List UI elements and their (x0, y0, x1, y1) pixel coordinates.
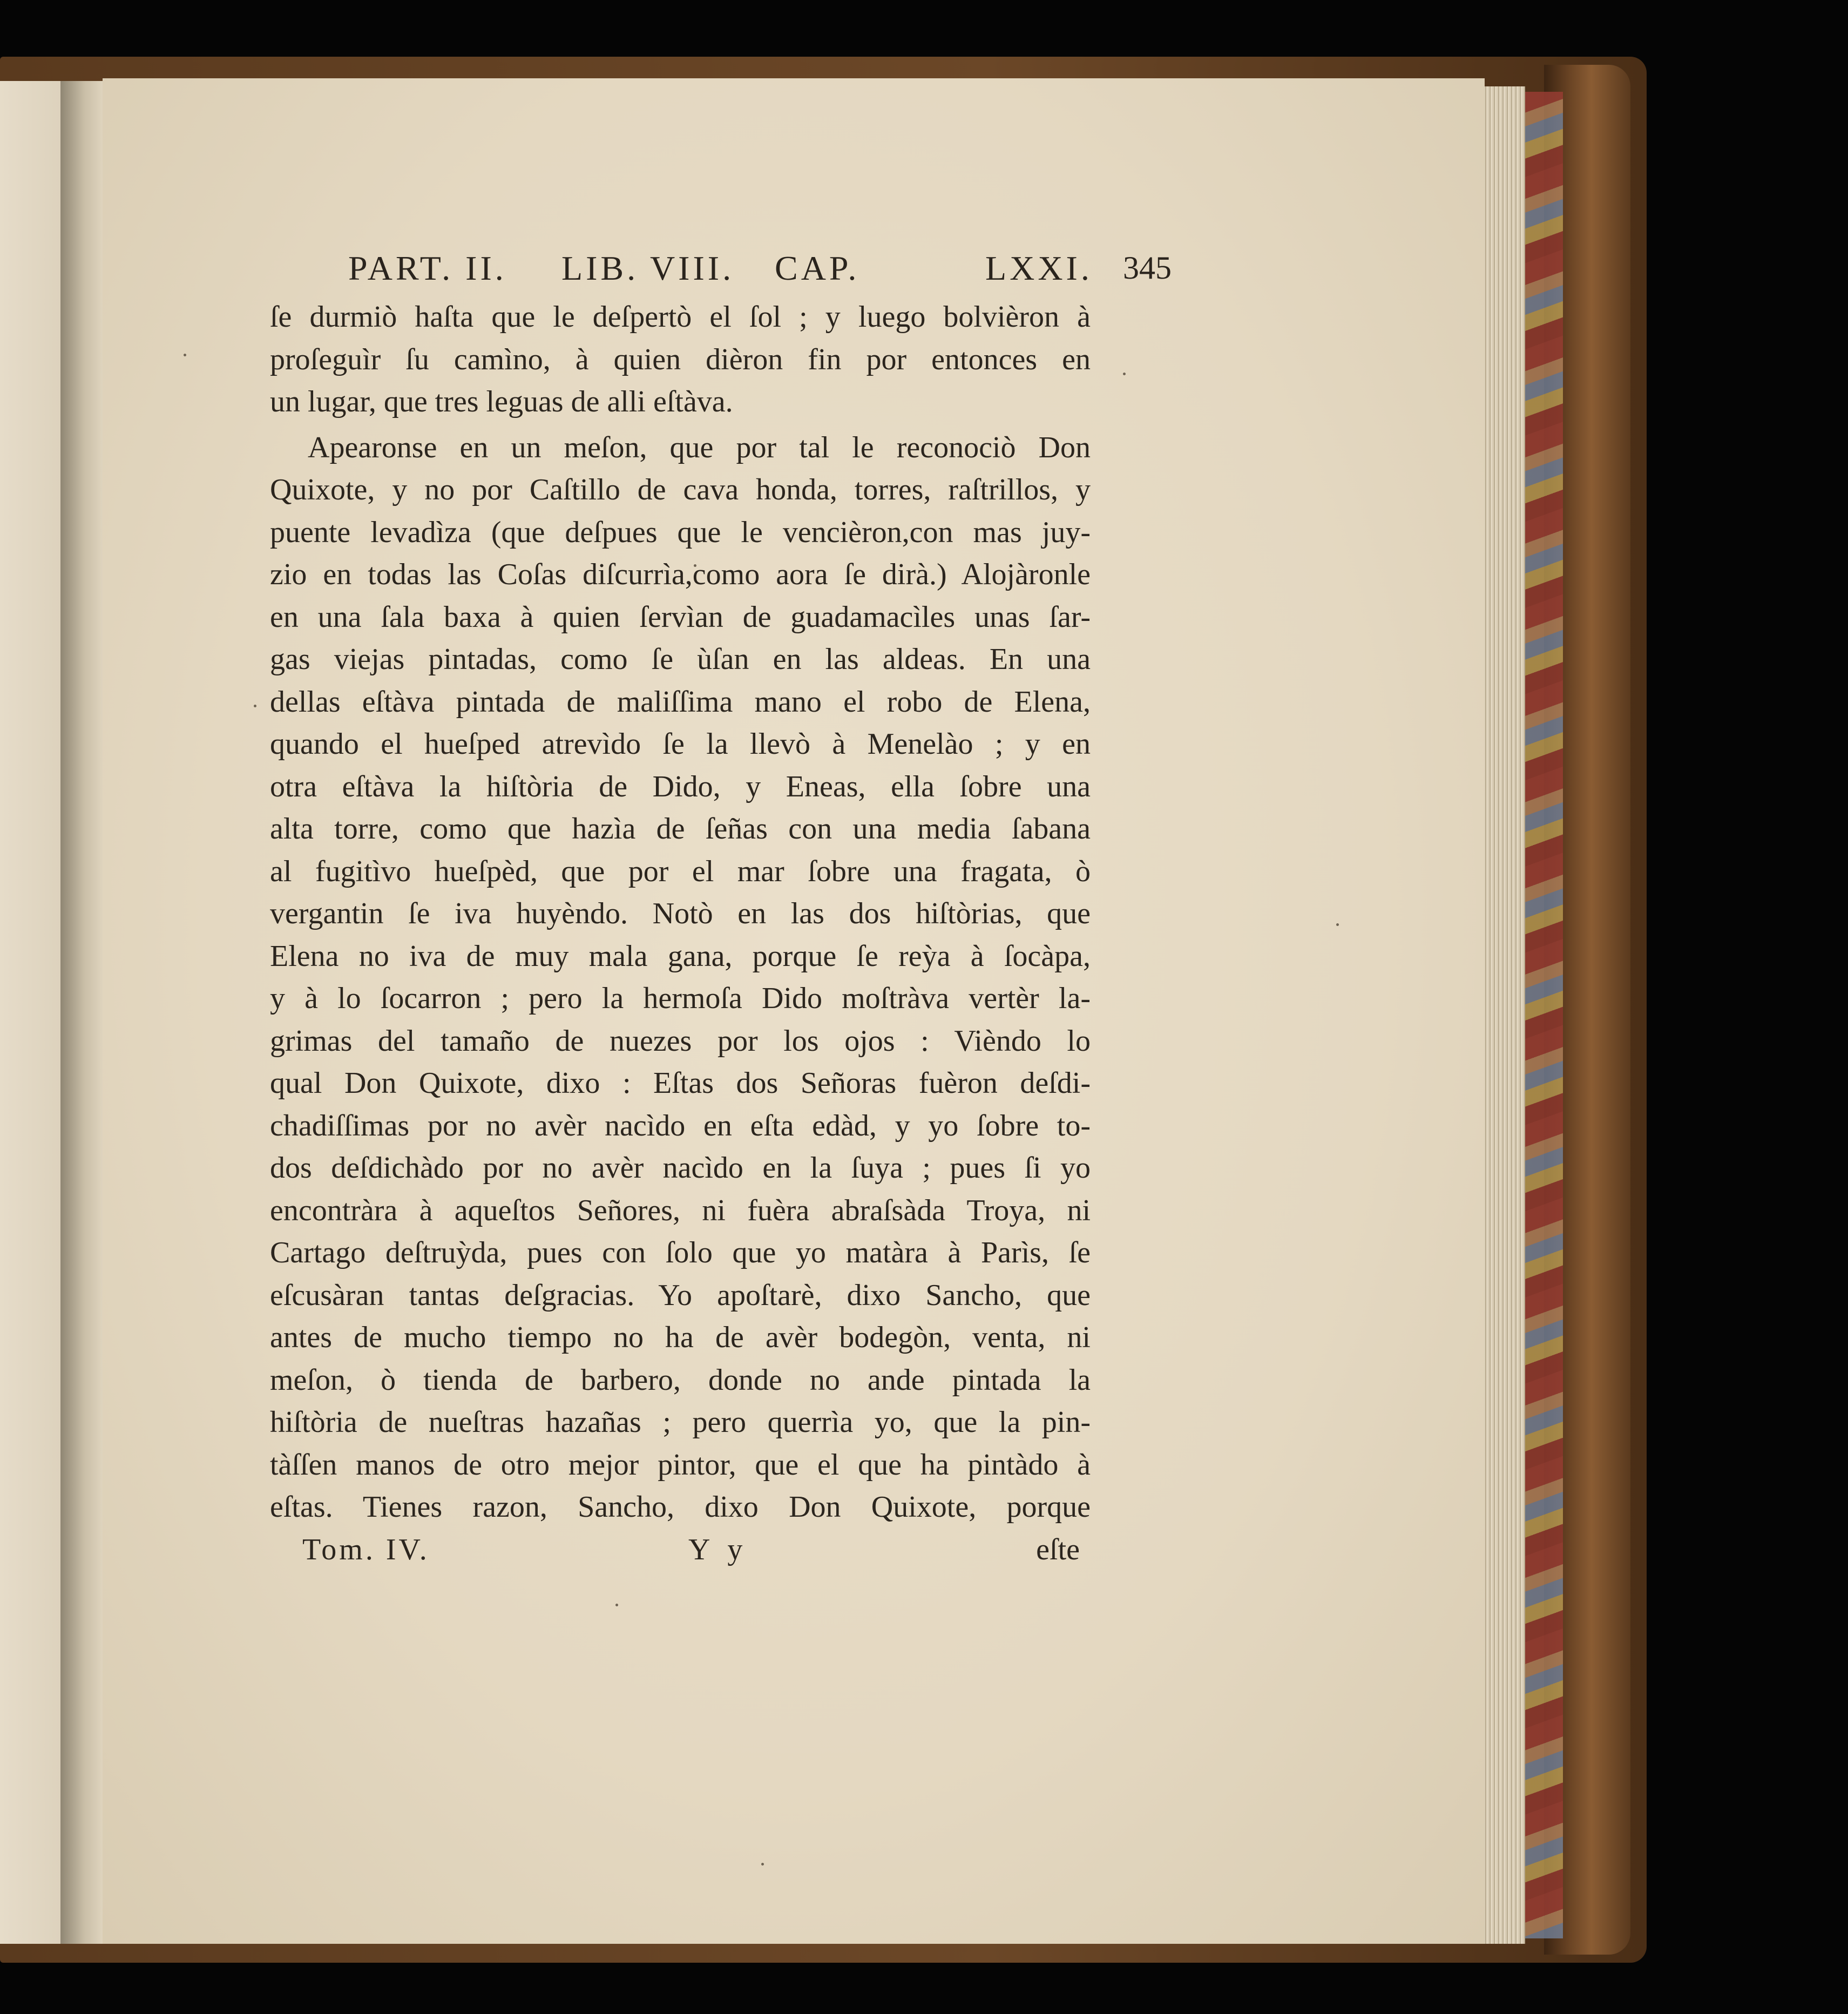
catchword: eſte (1036, 1533, 1080, 1566)
speck (1336, 923, 1339, 926)
text-line: Elena no iva de muy mala gana, porque ſe reỳa à ſocàpa, (270, 939, 1091, 973)
running-head (348, 248, 1199, 297)
running-head-cap: CAP. (775, 249, 860, 287)
marbled-page-edge (1522, 92, 1563, 1938)
page-fore-edge (1479, 86, 1525, 1944)
running-head-part: PART. II. (348, 249, 507, 287)
text-line: grimas del tamaño de nuezes por los ojos : Vièndo lo (270, 1024, 1091, 1058)
speck (615, 1604, 618, 1606)
body-text (270, 296, 1091, 1529)
text-line: eſcusàran tantas deſgracias. Yo apoſtarè, dixo Sancho, que (270, 1278, 1091, 1312)
running-head-lib: LIB. VIII. (561, 249, 735, 287)
text-line: otra eſtàva la hiſtòria de Dido, y Eneas, ella ſobre una (270, 769, 1091, 803)
text-line: al fugitìvo hueſpèd, que por el mar ſobre una fragata, ò (270, 854, 1091, 888)
text-line: alta torre, como que hazìa de ſeñas con una media ſabana (270, 812, 1091, 846)
text-line: qual Don Quixote, dixo : Eſtas dos Señoras fuèron deſdi- (270, 1066, 1091, 1100)
text-line: antes de mucho tiempo no ha de avèr bodegòn, venta, ni (270, 1321, 1091, 1354)
text-line: dellas eſtàva pintada de maliſſima mano el robo de Elena, (270, 685, 1091, 719)
text-line: quando el hueſped atrevìdo ſe la llevò à Menelào ; y en (270, 727, 1091, 761)
speck (184, 354, 186, 356)
text-line: en una ſala baxa à quien ſervìan de guadamacìles unas ſar- (270, 600, 1091, 634)
speck (1123, 373, 1126, 375)
speck (761, 1863, 764, 1866)
text-line: gas viejas pintadas, como ſe ùſan en las aldeas. En una (270, 643, 1091, 676)
facing-page (0, 81, 60, 1944)
text-line: Quixote, y no por Caſtillo de cava honda, torres, raſtrillos, y (270, 473, 1091, 506)
running-head-chapter: LXXI. (985, 249, 1093, 287)
volume-label: Tom. IV. (302, 1533, 430, 1566)
text-line: chadiſſimas por no avèr nacìdo en eſta edàd, y yo ſobre to- (270, 1109, 1091, 1143)
speck (254, 705, 256, 707)
page-footer (302, 1532, 1080, 1576)
text-line: Apearonse en un meſon, que por tal le reconociò Don (308, 430, 1091, 464)
text-line: puente levadìza (que deſpues que le vencièron,con mas juy- (270, 515, 1091, 549)
text-line: hiſtòria de nueſtras hazañas ; pero querrìa yo, que la pin- (270, 1405, 1091, 1439)
text-line: vergantin ſe iva huyèndo. Notò en las dos hiſtòrias, que (270, 897, 1091, 930)
text-line: ſe durmiò haſta que le deſpertò el ſol ; y luego bolvièron à (270, 300, 1091, 334)
signature-mark: Y y (688, 1533, 748, 1566)
text-line: zio en todas las Coſas diſcurrìa,como aora ſe dirà.) Alojàronle (270, 558, 1091, 591)
text-line: tàſſen manos de otro mejor pintor, que el que ha pintàdo à (270, 1448, 1091, 1482)
text-line: eſtas. Tienes razon, Sancho, dixo Don Quixote, porque (270, 1490, 1091, 1524)
text-line: Cartago deſtruỳda, pues con ſolo que yo matàra à Parìs, ſe (270, 1236, 1091, 1269)
page-gutter (60, 81, 104, 1944)
text-line: y à lo ſocarron ; pero la hermoſa Dido moſtràva vertèr la- (270, 982, 1091, 1015)
page-number: 345 (1123, 250, 1172, 286)
text-line: meſon, ò tienda de barbero, donde no ande pintada la (270, 1363, 1091, 1397)
text-line: un lugar, que tres leguas de alli eſtàva. (270, 385, 733, 418)
text-line: proſeguìr ſu camìno, à quien dièron fin por entonces en (270, 342, 1091, 376)
text-line: dos deſdichàdo por no avèr nacìdo en la ſuya ; pues ſi yo (270, 1151, 1091, 1185)
text-line: encontràra à aqueſtos Señores, ni fuèra abraſsàda Troya, ni (270, 1193, 1091, 1227)
